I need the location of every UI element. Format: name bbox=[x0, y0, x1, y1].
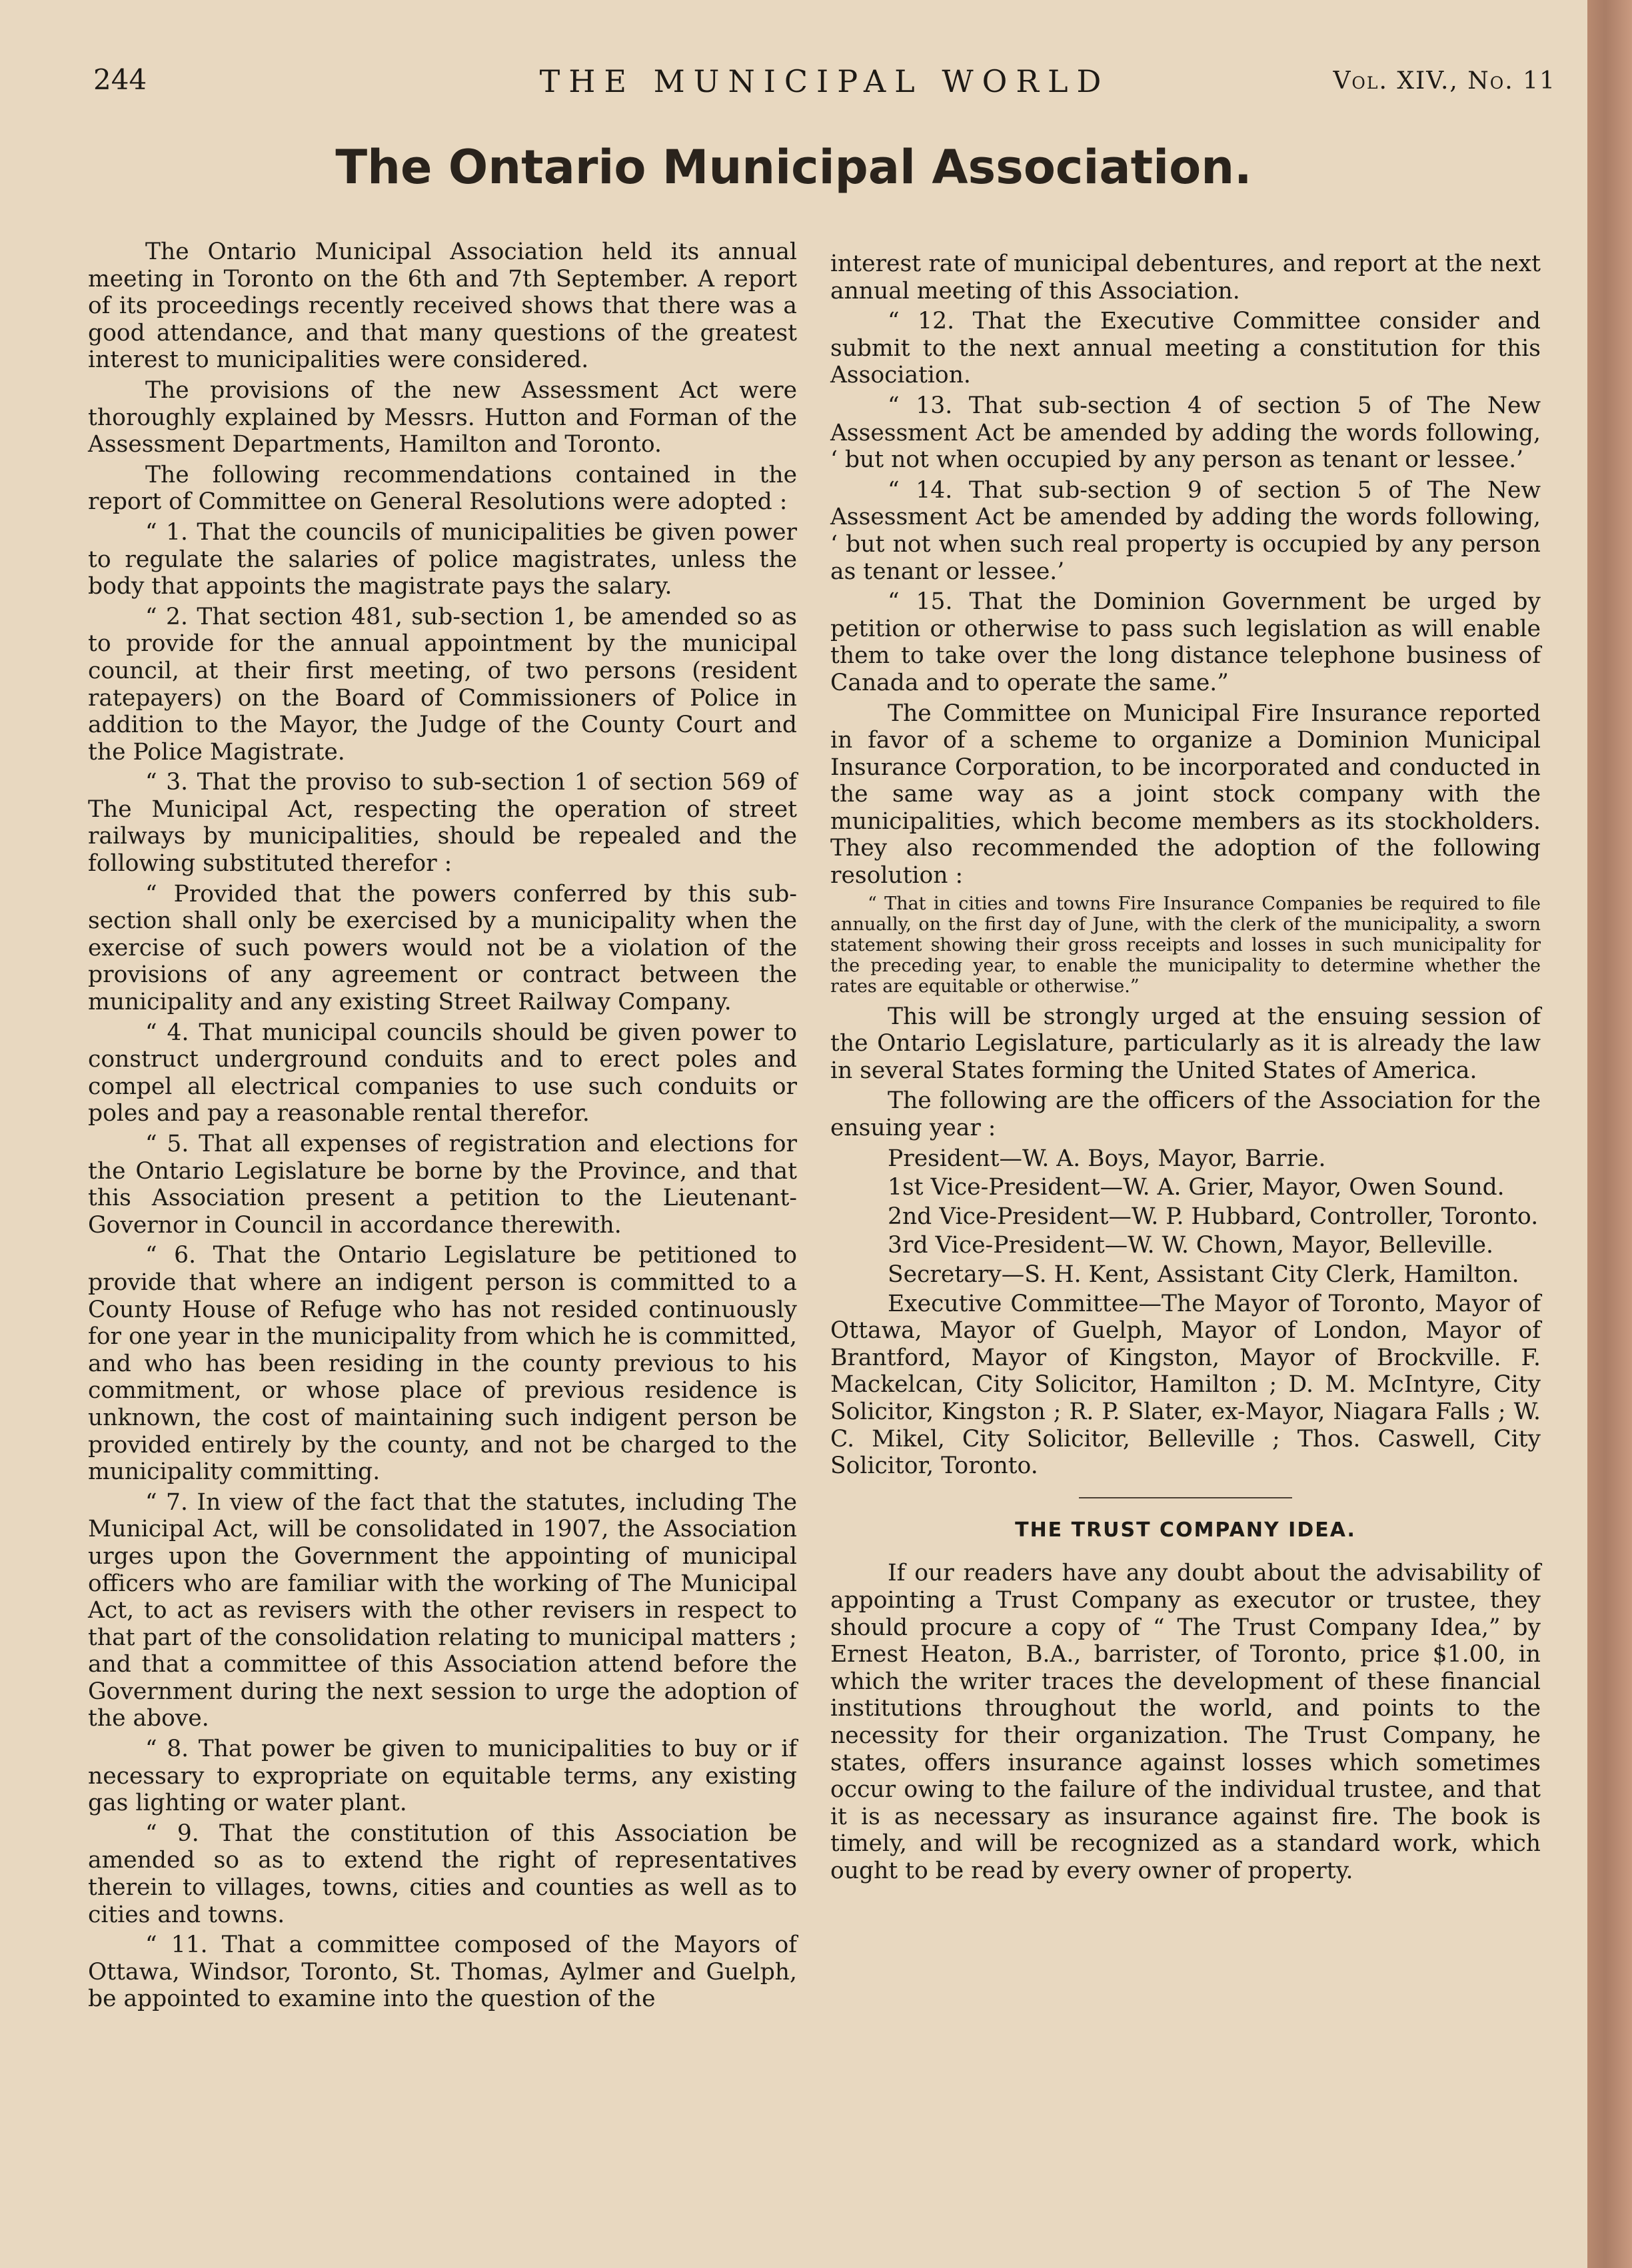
section-divider bbox=[1079, 1497, 1292, 1498]
resolution-4: “ 4. That municipal councils should be given power to construct underground conduits and to erect poles and compel all electrical companies to use such conduits or poles and pay a reasonable rental therefor. bbox=[88, 1019, 797, 1127]
trust-company-heading: THE TRUST COMPANY IDEA. bbox=[1015, 1518, 1356, 1542]
fire-insurance-paragraph: The Committee on Municipal Fire Insurance reported in favor of a scheme to organize a Dominion Municipal Insurance Corporation, to be incorporated and conducted in the same way as a joint stock company with the municipalities, which become members as its stockholders. They also recommended the adoption of the following resolution : bbox=[830, 700, 1541, 889]
article-title: The Ontario Municipal Association. bbox=[335, 140, 1252, 195]
resolution-1: “ 1. That the councils of municipalities be given power to regulate the salaries of police magistrates, unless the body that appoints the magistrate pays the salary. bbox=[88, 518, 797, 600]
fire-insurance-resolution-quote: “ That in cities and towns Fire Insurance Companies be required to file annually, on the first day of June, with the clerk of the municipality, a sworn statement showing their gross receipts and losses in such municipality for the preceding year, to enable the municipality to determine whether the rates are equitable or otherwise.” bbox=[830, 893, 1541, 997]
resolution-11: “ 11. That a committee composed of the Mayors of Ottawa, Windsor, Toronto, St. Thomas, Aylmer and Guelph, be appointed to examine into the question of the bbox=[88, 1932, 797, 2013]
right-column bbox=[830, 251, 1541, 1888]
paragraph: This will be strongly urged at the ensuing session of the Ontario Legislature, particularly as it is already the law in several States forming the United States of America. bbox=[830, 1003, 1541, 1084]
paragraph: The following recommendations contained in the report of Committee on General Resolutions were adopted : bbox=[88, 461, 797, 516]
resolution-8: “ 8. That power be given to municipalities to buy or if necessary to expropriate on equitable terms, any existing gas lighting or water plant. bbox=[88, 1736, 797, 1817]
resolution-15: “ 15. That the Dominion Government be urged by petition or otherwise to pass such legislation as will enable them to take over the long distance telephone business of Canada and to operate the same.” bbox=[830, 588, 1541, 696]
officers-intro: The following are the officers of the Association for the ensuing year : bbox=[830, 1087, 1541, 1142]
resolution-13: “ 13. That sub-section 4 of section 5 of The New Assessment Act be amended by adding the words following, ‘ but not when occupied by any person as tenant or lessee.’ bbox=[830, 392, 1541, 474]
officer-3rd-vice-president: 3rd Vice-President—W. W. Chown, Mayor, Belleville. bbox=[888, 1232, 1493, 1259]
resolution-6: “ 6. That the Ontario Legislature be petitioned to provide that where an indigent person is committed to a County House of Refuge who has not resided continuously for one year in the municipality from which he is committed, and who has been residing in the county previous to his commitment, or whose place of previous residence is unknown, the cost of maintaining such indigent person be provided entirely by the county, and not be charged to the municipality committing. bbox=[88, 1242, 797, 1486]
resolution-2: “ 2. That section 481, sub-section 1, be amended so as to provide for the annual appointment by the municipal council, at their first meeting, of two persons (resident ratepayers) on the Board of Commissioners of Police in addition to the Mayor, the Judge of the County Court and the Police Magistrate. bbox=[88, 603, 797, 766]
journal-title: THE MUNICIPAL WORLD bbox=[539, 63, 1110, 99]
trust-company-paragraph: If our readers have any doubt about the advisability of appointing a Trust Company as executor or trustee, they should procure a copy of “ The Trust Company Idea,” by Ernest Heaton, B.A., barrister, of Toronto, price $1.00, in which the writer traces the development of these financial institutions throughout the world, and points to the necessity for their organization. The Trust Company, he states, offers insurance against losses which sometimes occur owing to the failure of the individual trustee, and that it is as necessary as insurance against fire. The book is timely, and will be recognized as a standard work, which ought to be read by every owner of property. bbox=[830, 1560, 1541, 1884]
executive-committee: Executive Committee—The Mayor of Toronto, Mayor of Ottawa, Mayor of Guelph, Mayor of London, Mayor of Brantford, Mayor of Kingston, Mayor of Brockville. F. Mackelcan, City Solicitor, Hamilton ; D. M. McIntyre, City Solicitor, Kingston ; R. P. Slater, ex-Mayor, Niagara Falls ; W. C. Mikel, City Solicitor, Belleville ; Thos. Caswell, City Solicitor, Toronto. bbox=[830, 1290, 1541, 1480]
officer-president: President—W. A. Boys, Mayor, Barrie. bbox=[888, 1145, 1326, 1172]
resolution-3: “ 3. That the proviso to sub-section 1 of section 569 of The Municipal Act, respecting the operation of street railways by municipalities, should be repealed and the following substituted therefor : bbox=[88, 769, 797, 877]
officer-2nd-vice-president: 2nd Vice-President—W. P. Hubbard, Controller, Toronto. bbox=[888, 1203, 1539, 1230]
resolution-3-proviso: “ Provided that the powers conferred by this sub-section shall only be exercised by a municipality when the exercise of such powers would not be a violation of the provisions of any agreement or contract between the municipality and any existing Street Railway Company. bbox=[88, 880, 797, 1016]
page-number: 244 bbox=[93, 63, 147, 96]
resolution-14: “ 14. That sub-section 9 of section 5 of The New Assessment Act be amended by adding the words following, ‘ but not when such real property is occupied by any person as tenant or lessee.’ bbox=[830, 476, 1541, 585]
continued-paragraph: interest rate of municipal debentures, and report at the next annual meeting of this Association. bbox=[830, 251, 1541, 304]
page-edge bbox=[1587, 0, 1632, 2268]
resolution-5: “ 5. That all expenses of registration and elections for the Ontario Legislature be borne by the Province, and that this Association present a petition to the Lieutenant-Governor in Council in accordance therewith. bbox=[88, 1131, 797, 1239]
page-header bbox=[93, 63, 1556, 103]
resolution-9: “ 9. That the constitution of this Association be amended so as to extend the right of representatives therein to villages, towns, cities and counties as well as to cities and towns. bbox=[88, 1820, 797, 1928]
resolution-12: “ 12. That the Executive Committee consider and submit to the next annual meeting a constitution for this Association. bbox=[830, 308, 1541, 389]
officer-secretary: Secretary—S. H. Kent, Assistant City Clerk, Hamilton. bbox=[888, 1261, 1519, 1288]
volume-number: Vol. XIV., No. 11 bbox=[1333, 67, 1556, 95]
paragraph: The provisions of the new Assessment Act were thoroughly explained by Messrs. Hutton and Forman of the Assessment Departments, Hamilton and Toronto. bbox=[88, 376, 797, 458]
resolution-7: “ 7. In view of the fact that the statutes, including The Municipal Act, will be consolidated in 1907, the Association urges upon the Government the appointing of municipal officers who are familiar with the working of The Municipal Act, to act as revisers with the other revisers in respect to that part of the consolidation relating to municipal matters ; and that a committee of this Association attend before the Government during the next session to urge the adoption of the above. bbox=[88, 1488, 797, 1732]
left-column bbox=[88, 239, 797, 2016]
paragraph: The Ontario Municipal Association held its annual meeting in Toronto on the 6th and 7th September. A report of its proceedings recently received shows that there was a good attendance, and that many questions of the greatest interest to municipalities were considered. bbox=[88, 239, 797, 374]
officer-1st-vice-president: 1st Vice-President—W. A. Grier, Mayor, Owen Sound. bbox=[888, 1174, 1505, 1201]
